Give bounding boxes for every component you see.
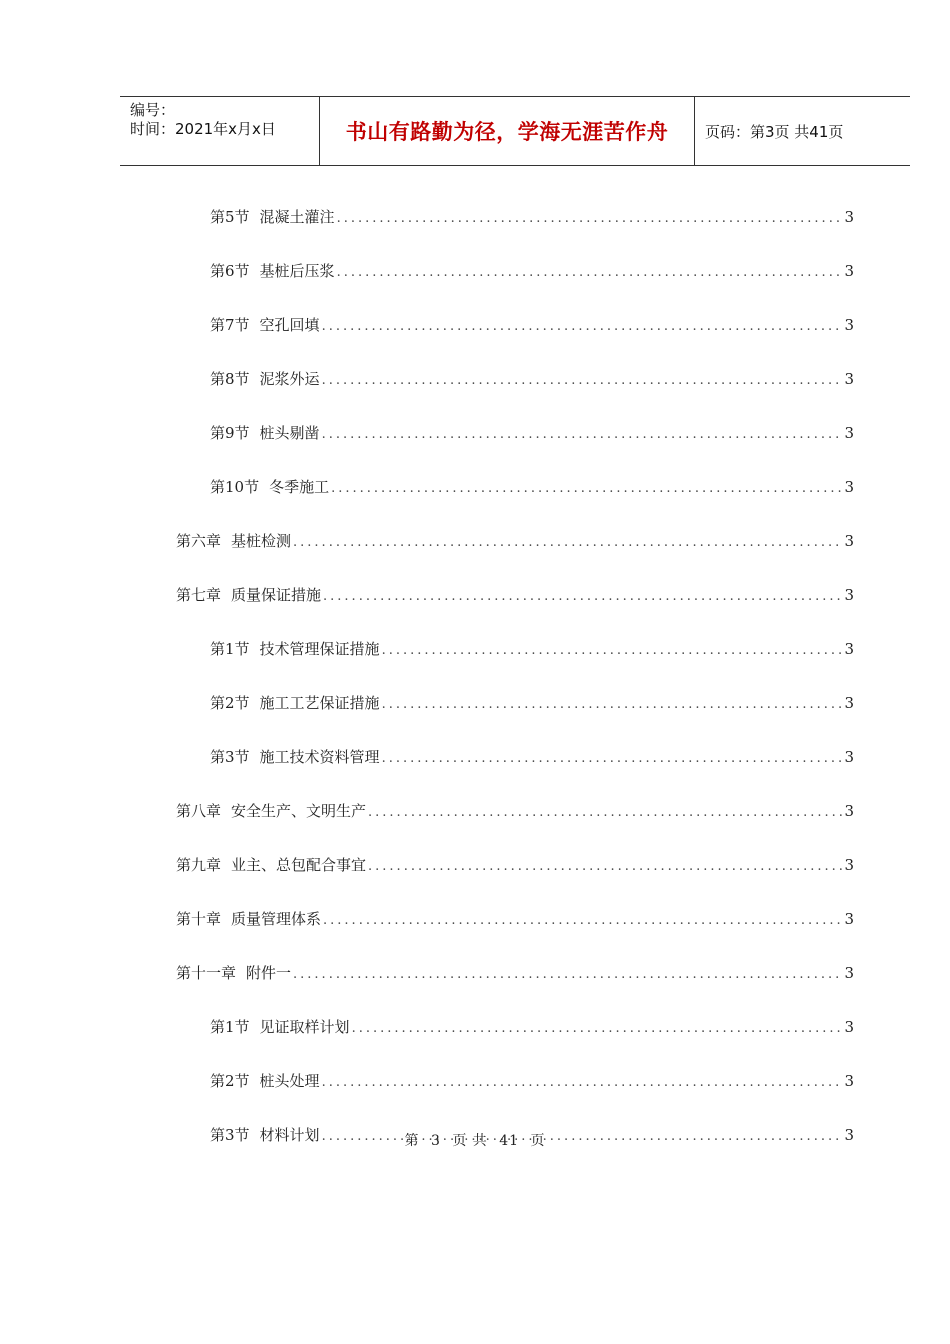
toc-dot-leader — [337, 211, 843, 226]
toc-entry-page: 3 — [844, 640, 854, 658]
toc-dot-leader — [293, 535, 842, 550]
toc-entry-page: 3 — [844, 262, 854, 280]
toc-entry-title: 施工技术资料管理 — [259, 748, 380, 766]
toc-entry-title: 桩头剔凿 — [259, 424, 320, 442]
toc-entry-page: 3 — [844, 694, 854, 712]
toc-dot-leader — [382, 643, 843, 658]
toc-entry-number: 第7节 — [210, 316, 250, 334]
toc-entry[interactable] — [210, 422, 854, 444]
toc-entry-title: 泥浆外运 — [259, 370, 320, 388]
toc-entry-page: 3 — [844, 532, 854, 550]
toc-dot-leader — [382, 697, 843, 712]
toc-entry-number: 第5节 — [210, 208, 250, 226]
toc-entry-number: 第3节 — [210, 1126, 250, 1144]
toc-entry-page: 3 — [844, 586, 854, 604]
toc-entry[interactable] — [176, 584, 854, 606]
toc-entry[interactable] — [210, 746, 854, 768]
footer-prefix: 第 — [404, 1133, 420, 1149]
toc-entry-title: 技术管理保证措施 — [259, 640, 380, 658]
toc-dot-leader — [382, 751, 843, 766]
toc-entry-number: 第9节 — [210, 424, 250, 442]
toc-entry[interactable] — [176, 530, 854, 552]
toc-entry-number: 第8节 — [210, 370, 250, 388]
toc-entry-page: 3 — [844, 208, 854, 226]
toc-entry-page: 3 — [844, 856, 854, 874]
toc-entry-number: 第3节 — [210, 748, 250, 766]
toc-dot-leader — [368, 859, 842, 874]
toc-entry-page: 3 — [844, 1018, 854, 1036]
toc-entry-number: 第1节 — [210, 640, 250, 658]
toc-entry-number: 第十章 — [176, 910, 222, 928]
toc-entry-number: 第十一章 — [176, 964, 237, 982]
toc-entry[interactable] — [176, 962, 854, 984]
toc-dot-leader — [323, 913, 842, 928]
toc-entry-number: 第10节 — [210, 478, 260, 496]
toc-entry-number: 第八章 — [176, 802, 222, 820]
toc-dot-leader — [322, 427, 843, 442]
footer-suffix: 页 — [530, 1133, 546, 1149]
toc-dot-leader — [323, 589, 842, 604]
toc-entry-title: 基桩检测 — [231, 532, 292, 550]
toc-entry-title: 基桩后压浆 — [259, 262, 335, 280]
toc-entry-number: 第2节 — [210, 694, 250, 712]
toc-dot-leader — [368, 805, 842, 820]
toc-dot-leader — [352, 1021, 843, 1036]
toc-entry-page: 3 — [844, 802, 854, 820]
toc-entry[interactable] — [210, 260, 854, 282]
toc-entry-number: 第六章 — [176, 532, 222, 550]
toc-entry-title: 施工工艺保证措施 — [259, 694, 380, 712]
toc-entry-page: 3 — [844, 910, 854, 928]
toc-dot-leader — [293, 967, 842, 982]
toc-entry-title: 见证取样计划 — [259, 1018, 350, 1036]
toc-dot-leader — [331, 481, 842, 496]
toc-entry-page: 3 — [844, 478, 854, 496]
document-number-label: 编号： — [130, 101, 176, 119]
toc-entry-page: 3 — [844, 1126, 854, 1144]
header-motto: 书山有路勤为径，学海无涯苦作舟 — [320, 97, 695, 165]
toc-entry[interactable] — [210, 368, 854, 390]
document-time-label: 时间：2021年x月x日 — [130, 120, 276, 138]
footer-middle: 页 共 — [452, 1133, 488, 1149]
footer-page-number: 3 — [430, 1133, 441, 1149]
toc-entry-title: 桩头处理 — [259, 1072, 320, 1090]
toc-entry-title: 空孔回填 — [259, 316, 320, 334]
toc-entry-page: 3 — [844, 370, 854, 388]
toc-entry[interactable] — [210, 638, 854, 660]
toc-entry[interactable] — [210, 314, 854, 336]
footer-total-pages: 41 — [499, 1133, 520, 1149]
toc-dot-leader — [322, 373, 843, 388]
toc-entry-page: 3 — [844, 964, 854, 982]
toc-entry-page: 3 — [844, 1072, 854, 1090]
toc-entry[interactable] — [210, 1016, 854, 1038]
toc-dot-leader — [322, 319, 843, 334]
toc-entry[interactable] — [210, 476, 854, 498]
toc-dot-leader — [337, 265, 843, 280]
toc-entry-title: 业主、总包配合事宜 — [231, 856, 367, 874]
toc-entry-title: 质量保证措施 — [231, 586, 322, 604]
toc-entry-title: 安全生产、文明生产 — [231, 802, 367, 820]
toc-entry-title: 附件一 — [246, 964, 292, 982]
toc-entry-page: 3 — [844, 424, 854, 442]
toc-entry-title: 材料计划 — [259, 1126, 320, 1144]
toc-entry-title: 冬季施工 — [269, 478, 330, 496]
toc-entry-number: 第九章 — [176, 856, 222, 874]
toc-entry[interactable] — [210, 692, 854, 714]
toc-entry[interactable] — [176, 908, 854, 930]
page-footer — [0, 1130, 950, 1150]
toc-entry-page: 3 — [844, 316, 854, 334]
toc-entry-number: 第七章 — [176, 586, 222, 604]
toc-entry-number: 第6节 — [210, 262, 250, 280]
toc-entry-number: 第2节 — [210, 1072, 250, 1090]
toc-entry-title: 质量管理体系 — [231, 910, 322, 928]
toc-entry[interactable] — [210, 1070, 854, 1092]
toc-entry-number: 第1节 — [210, 1018, 250, 1036]
toc-entry[interactable] — [210, 206, 854, 228]
toc-dot-leader — [322, 1075, 843, 1090]
toc-entry[interactable] — [176, 854, 854, 876]
toc-entry[interactable] — [176, 800, 854, 822]
header-page-info: 页码：第3页 共41页 — [705, 122, 844, 141]
toc-entry-title: 混凝土灌注 — [259, 208, 335, 226]
toc-entry-page: 3 — [844, 748, 854, 766]
